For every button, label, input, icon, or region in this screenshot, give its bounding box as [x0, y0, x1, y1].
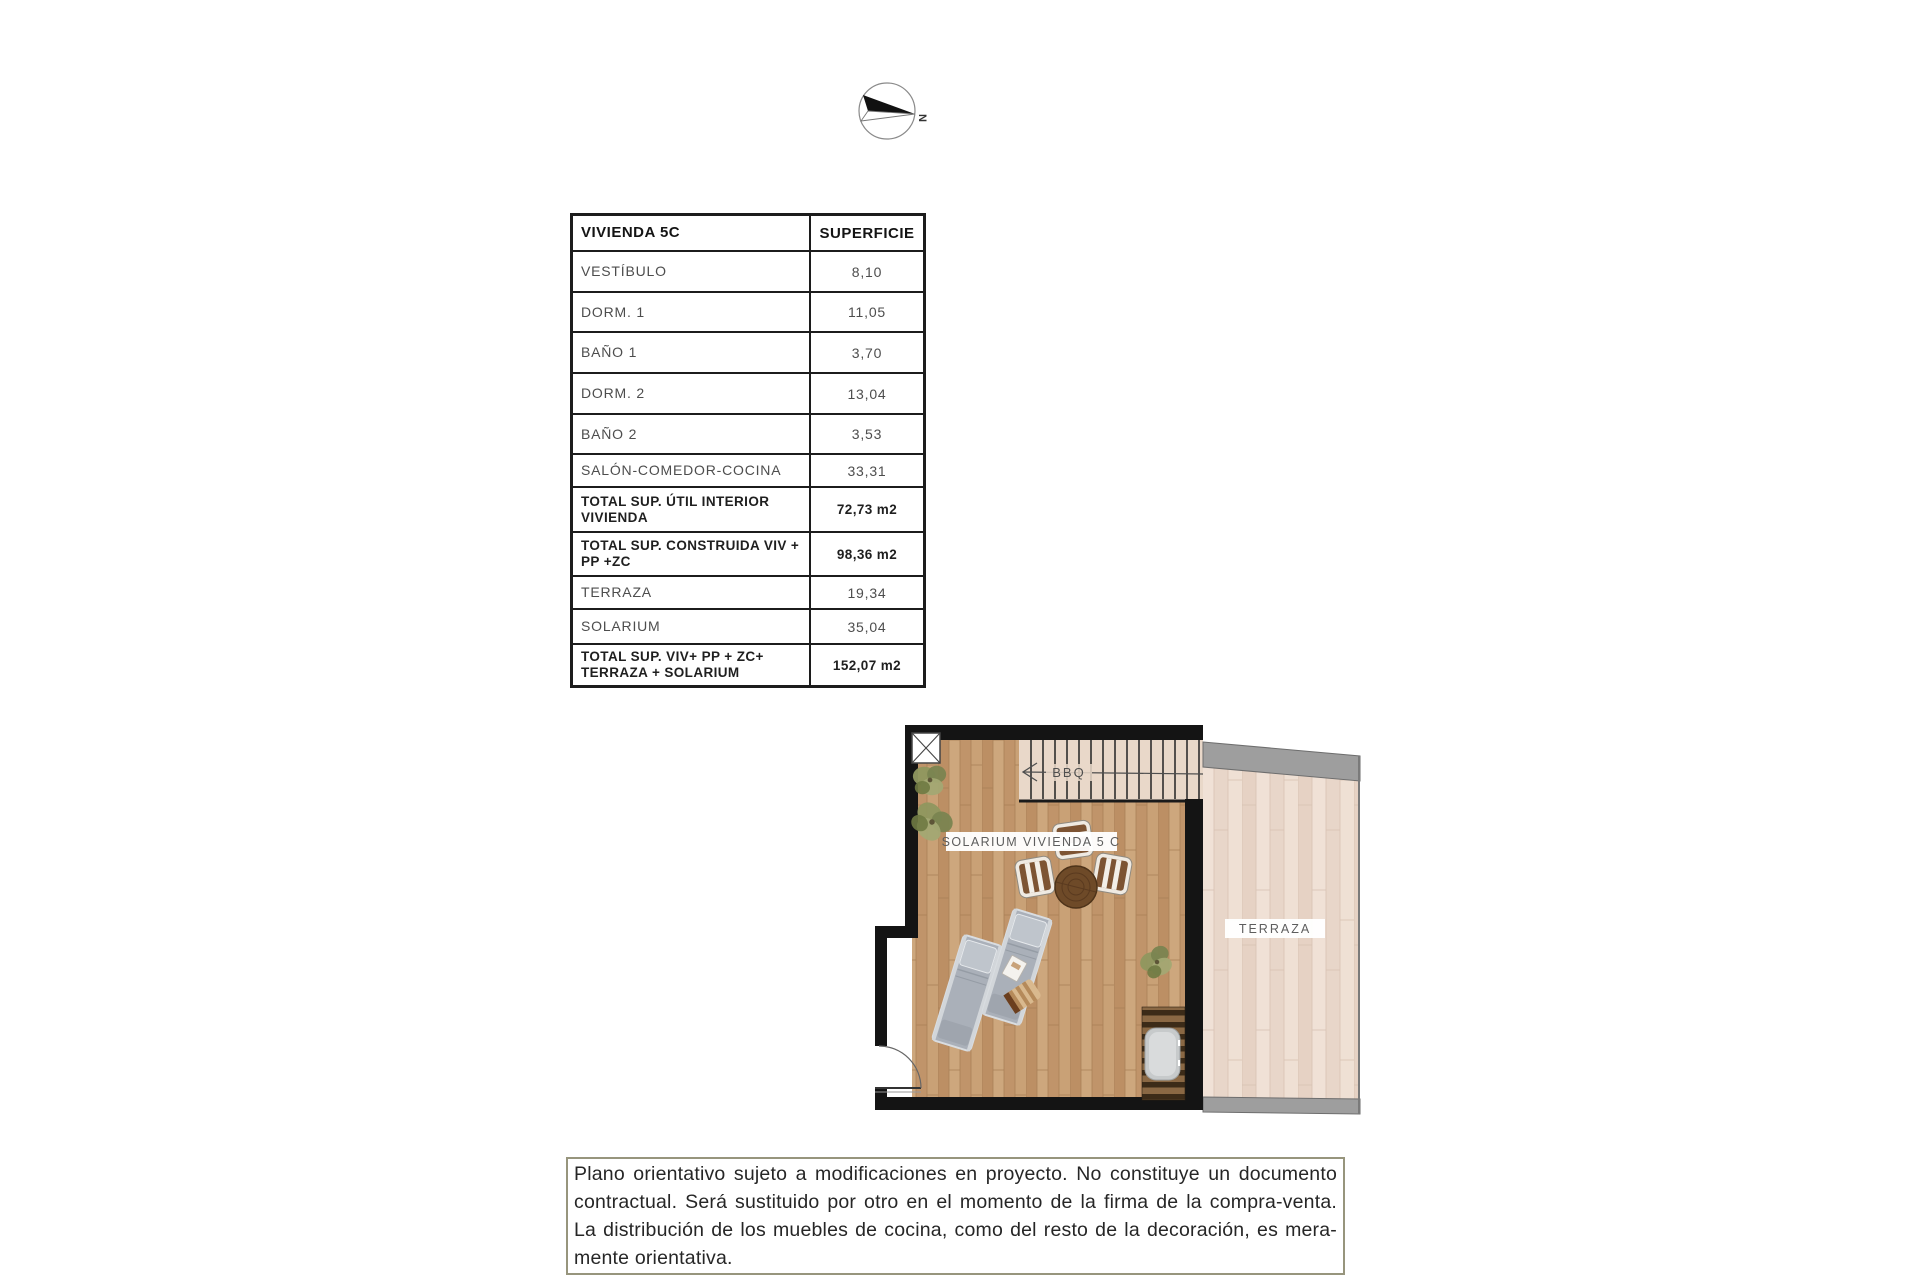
table-row — [573, 331, 923, 372]
row-value: 152,07 m2 — [832, 657, 902, 673]
row-value: 3,70 — [851, 344, 883, 361]
table-header-surface: SUPERFICIE — [819, 224, 915, 242]
svg-text:SOLARIUM VIVIENDA 5 C: SOLARIUM VIVIENDA 5 C — [941, 835, 1121, 849]
row-value: 8,10 — [851, 263, 883, 280]
row-label: SALÓN-COMEDOR-COCINA — [573, 455, 811, 486]
table-row — [573, 608, 923, 643]
disclaimer-line: Plano orientativo sujeto a modificaciones en proyecto. No constituye un documento — [574, 1163, 1337, 1185]
table-row — [573, 413, 923, 453]
svg-text:TERRAZA: TERRAZA — [1238, 922, 1312, 936]
solarium-label — [942, 832, 1121, 851]
surface-table-header — [573, 216, 923, 250]
chair — [1014, 855, 1056, 899]
skylight-box — [912, 733, 940, 763]
row-label: DORM. 2 — [573, 374, 811, 413]
table-row-total — [573, 643, 923, 685]
terrace-parapet-bottom — [1203, 1097, 1360, 1114]
row-value: 13,04 — [847, 385, 887, 402]
row-value: 11,05 — [848, 304, 886, 320]
row-value: 19,34 — [847, 584, 887, 601]
surface-table — [570, 213, 926, 688]
plant — [913, 766, 946, 795]
table-row — [573, 291, 923, 331]
terrace-label — [1225, 919, 1325, 938]
row-label: SOLARIUM — [573, 610, 811, 643]
north-label: N — [916, 114, 928, 122]
row-label: DORM. 1 — [573, 293, 811, 331]
bbq-label: BBQ — [1052, 765, 1086, 780]
row-value: 72,73 m2 — [836, 502, 898, 517]
table-row-total — [573, 486, 923, 531]
row-value: 35,04 — [847, 618, 887, 635]
row-label: BAÑO 1 — [573, 333, 811, 372]
table-row — [573, 453, 923, 486]
row-label: TOTAL SUP. VIV+ PP + ZC+ TERRAZA + SOLARIUM — [573, 645, 811, 685]
disclaimer-line: contractual. Será sustituido por otro en el momento de la firma de la compra-venta. — [574, 1191, 1337, 1213]
row-value: 98,36 m2 — [836, 546, 898, 562]
row-value: 3,53 — [851, 426, 883, 442]
row-label: TOTAL SUP. ÚTIL INTERIOR VIVIENDA — [573, 488, 811, 531]
floor-plan — [850, 710, 1380, 1130]
disclaimer-line: mente orientativa. — [574, 1247, 733, 1269]
row-label: VESTÍBULO — [573, 252, 811, 291]
shower-mat — [1142, 1007, 1185, 1100]
row-label: TOTAL SUP. CONSTRUIDA VIV + PP +ZC — [573, 533, 811, 575]
table-row — [573, 250, 923, 291]
north-arrow-icon — [845, 70, 955, 160]
disclaimer-box — [566, 1157, 1345, 1275]
row-label: TERRAZA — [573, 577, 811, 608]
table-row — [573, 372, 923, 413]
table-row-total — [573, 531, 923, 575]
table-header-unit: VIVIENDA 5C — [573, 216, 811, 250]
table-row — [573, 575, 923, 608]
row-value: 33,31 — [847, 462, 887, 479]
disclaimer-line: La distribución de los muebles de cocina, como del resto de la decoración, es mera- — [574, 1219, 1337, 1241]
stairs — [1019, 738, 1203, 801]
row-label: BAÑO 2 — [573, 415, 811, 453]
